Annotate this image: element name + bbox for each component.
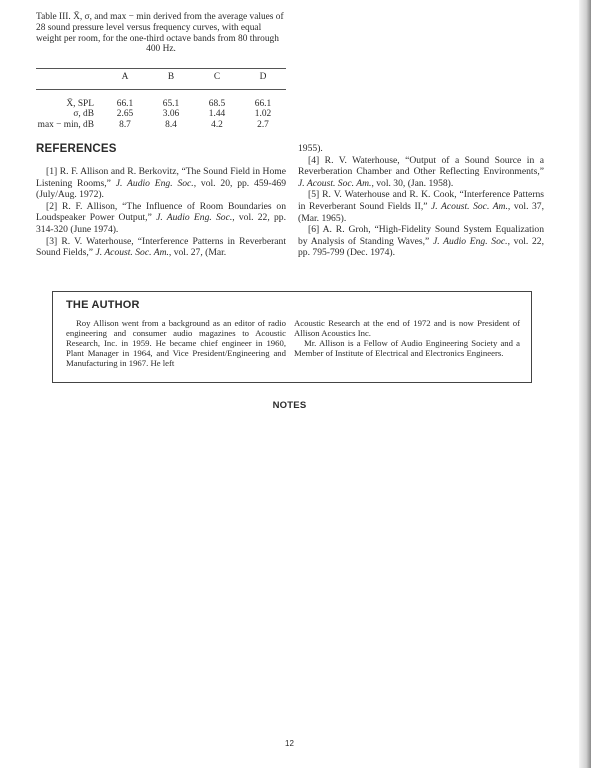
row-label: σ, dB	[73, 109, 94, 120]
row-label: X̄, SPL	[66, 99, 94, 110]
table-cell: 1.02	[254, 109, 272, 120]
table-cell: 8.4	[165, 119, 177, 130]
table-cell: 2.65	[116, 109, 134, 120]
author-bio-right	[294, 318, 520, 358]
references-right-column	[298, 143, 544, 259]
data-table	[36, 68, 286, 130]
table-caption	[36, 12, 286, 55]
page-edge-shadow	[579, 0, 591, 768]
author-bio-left	[66, 318, 286, 368]
table-row	[36, 120, 286, 130]
table-cell: 8.7	[119, 119, 131, 130]
row-label: max − min, dB	[37, 119, 94, 130]
reference-continuation: 1955).	[298, 143, 323, 154]
table-cell: 66.1	[254, 99, 272, 110]
column-header: B	[167, 72, 175, 82]
caption-line: Table III. X̄, σ, and max − min derived from the average values of	[36, 12, 284, 22]
table-cell: 4.2	[211, 119, 223, 130]
reference-item: [2] R. F. Allison, “The Influence of Room Boundaries on Loudspeaker Power Output,” J. Audio Eng. Soc., vol. 22, pp. 314-320 (June 1974).	[36, 200, 286, 235]
table-cell: 1.44	[208, 109, 226, 120]
table-row	[36, 109, 286, 119]
table-header-row	[36, 72, 286, 82]
caption-line: 28 sound pressure level versus frequency curves, with equal	[36, 22, 262, 33]
table-cell: 3.06	[162, 109, 180, 120]
table-cell: 2.7	[257, 119, 269, 130]
reference-item: [3] R. V. Waterhouse, “Interference Patterns in Reverberant Sound Fields,” J. Acoust. Soc. Am., vol. 27, (Mar.	[36, 235, 286, 259]
column-header: C	[213, 72, 221, 82]
table-cell: 65.1	[162, 99, 180, 110]
table-cell: 66.1	[116, 99, 134, 110]
table-cell: 68.5	[208, 99, 226, 110]
references-heading: REFERENCES	[36, 143, 117, 155]
bio-paragraph: Mr. Allison is a Fellow of Audio Engineering Society and a Member of Institute of Electrical and Electronics Engineers.	[294, 338, 520, 359]
bio-paragraph: Acoustic Research at the end of 1972 and is now President of Allison Acoustics Inc.	[294, 318, 520, 339]
references-left-column	[36, 166, 286, 259]
bio-paragraph: Roy Allison went from a background as an editor of radio engineering and consumer audio magazines to Acoustic Research, Inc. in 1959. He became chief engineer in 1960, Plant Manager in 1964, and Vice President/Engineering and Manufacturing in 1967. He left	[66, 318, 286, 369]
reference-item: [6] A. R. Groh, “High-Fidelity Sound System Equalization by Analysis of Standing Waves,” J. Audio Eng. Soc., vol. 22, pp. 795-799 (Dec. 1974).	[298, 224, 544, 259]
page-number: 12	[285, 739, 294, 748]
table-header-rule	[36, 89, 286, 90]
reference-item: [4] R. V. Waterhouse, “Output of a Sound Source in a Reverberation Chamber and Other Reflecting Environments,” J. Acoust. Soc. Am., vol. 30, (Jan. 1958).	[298, 154, 544, 189]
column-header: D	[259, 72, 267, 82]
column-header: A	[121, 72, 129, 82]
table-row	[36, 99, 286, 109]
reference-item: [5] R. V. Waterhouse and R. K. Cook, “Interference Patterns in Reverberant Sound Fields II,” J. Acoust. Soc. Am., vol. 37, (Mar. 1965).	[298, 189, 545, 224]
author-heading: THE AUTHOR	[66, 299, 140, 311]
table-top-rule	[36, 68, 286, 69]
reference-item: [1] R. F. Allison and R. Berkovitz, “The Sound Field in Home Listening Rooms,” J. Audio Eng. Soc., vol. 20, pp. 459-469 (July/Aug. 1972).	[36, 166, 286, 201]
notes-heading: NOTES	[272, 400, 307, 411]
caption-line: 400 Hz.	[146, 44, 176, 55]
caption-line: weight per room, for the one-third octave bands from 80 through	[36, 33, 279, 44]
